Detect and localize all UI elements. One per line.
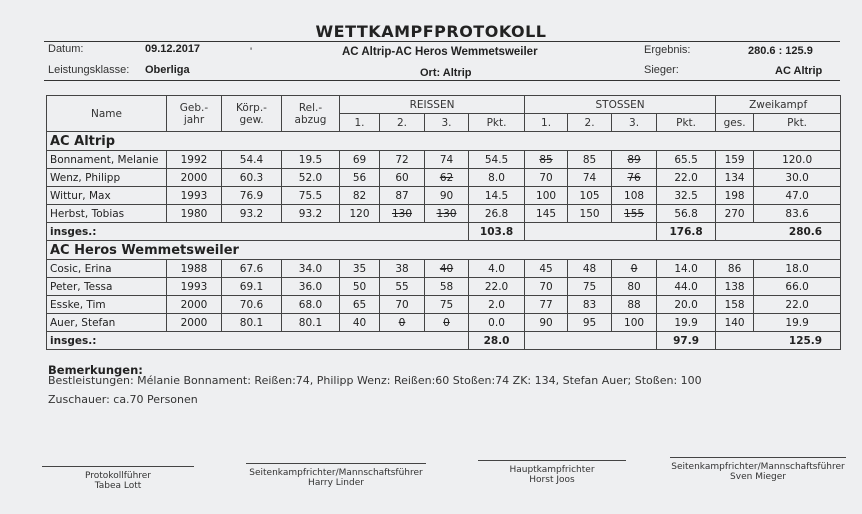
cell-r1: 35 xyxy=(340,260,380,278)
table-row xyxy=(47,296,841,314)
team-total-row xyxy=(47,223,841,241)
cell-r3: 90 xyxy=(425,187,469,205)
cell-r1: 120 xyxy=(340,205,380,223)
athlete-name: Wittur, Max xyxy=(47,187,167,205)
cell-s2: 85 xyxy=(568,151,612,169)
cell-ges: 159 xyxy=(716,151,754,169)
cell-s2: 83 xyxy=(568,296,612,314)
cell-abzug: 93.2 xyxy=(282,205,340,223)
cell-jahr: 1980 xyxy=(167,205,222,223)
cell-r3-failed: 130 xyxy=(425,205,469,223)
ergebnis-label: Ergebnis: xyxy=(644,44,691,56)
klasse-value: Oberliga xyxy=(145,64,190,76)
cell-r3-failed: 40 xyxy=(425,260,469,278)
cell-r2-failed: 0 xyxy=(380,314,425,332)
cell-spkt: 65.5 xyxy=(657,151,716,169)
cell-gew: 67.6 xyxy=(222,260,282,278)
cell-r1: 50 xyxy=(340,278,380,296)
cell-ges: 140 xyxy=(716,314,754,332)
athlete-name: Wenz, Philipp xyxy=(47,169,167,187)
cell-s1: 90 xyxy=(525,314,568,332)
col-s2: 2. xyxy=(568,114,612,132)
cell-ges: 138 xyxy=(716,278,754,296)
match-title: AC Altrip-AC Heros Wemmetsweiler xyxy=(342,46,538,58)
signature-person: Horst Joos xyxy=(529,475,575,485)
sieger-label: Sieger: xyxy=(644,64,679,76)
datum-value: 09.12.2017 xyxy=(145,43,201,55)
col-r1: 1. xyxy=(340,114,380,132)
cell-r2: 70 xyxy=(380,296,425,314)
title-rule xyxy=(44,41,840,42)
cell-r1: 65 xyxy=(340,296,380,314)
col-rpkt: Pkt. xyxy=(469,114,525,132)
cell-s3: 108 xyxy=(612,187,657,205)
remarks-line-2: Zuschauer: ca.70 Personen xyxy=(48,393,198,406)
remarks-line-1: Bestleistungen: Mélanie Bonnament: Reißen:74, Philipp Wenz: Reißen:60 Stoßen:74 ZK: 134, Stefan Auer; Stoßen: 100 xyxy=(48,374,702,387)
cell-r3: 75 xyxy=(425,296,469,314)
cell-gew: 54.4 xyxy=(222,151,282,169)
cell-ges: 198 xyxy=(716,187,754,205)
cell-zkpkt: 120.0 xyxy=(754,151,841,169)
col-ges: ges. xyxy=(716,114,754,132)
cell-zkpkt: 66.0 xyxy=(754,278,841,296)
signature-role: Seitenkampfrichter/Mannschaftsführer xyxy=(671,462,845,472)
cell-r2: 60 xyxy=(380,169,425,187)
cell-s3: 88 xyxy=(612,296,657,314)
cell-r1: 56 xyxy=(340,169,380,187)
signature-person: Sven Mieger xyxy=(730,472,786,482)
athlete-name: Bonnament, Melanie xyxy=(47,151,167,169)
cell-rpkt: 22.0 xyxy=(469,278,525,296)
cell-zkpkt: 19.9 xyxy=(754,314,841,332)
cell-jahr: 1993 xyxy=(167,187,222,205)
cell-abzug: 19.5 xyxy=(282,151,340,169)
cell-r2: 87 xyxy=(380,187,425,205)
cell-s2: 75 xyxy=(568,278,612,296)
cell-spkt: 32.5 xyxy=(657,187,716,205)
cell-spkt: 19.9 xyxy=(657,314,716,332)
cell-s2: 95 xyxy=(568,314,612,332)
cell-zkpkt: 47.0 xyxy=(754,187,841,205)
cell-r1: 82 xyxy=(340,187,380,205)
cell-rpkt: 8.0 xyxy=(469,169,525,187)
reissen-total: 28.0 xyxy=(469,332,525,350)
cell-s3: 80 xyxy=(612,278,657,296)
datum-label: Datum: xyxy=(48,43,84,55)
cell-s2: 105 xyxy=(568,187,612,205)
col-reissen: REISSEN xyxy=(340,96,525,114)
cell-r2-failed: 130 xyxy=(380,205,425,223)
cell-s2: 74 xyxy=(568,169,612,187)
cell-jahr: 1992 xyxy=(167,151,222,169)
stray-mark: ' xyxy=(250,46,253,58)
cell-r2: 55 xyxy=(380,278,425,296)
reissen-total: 103.8 xyxy=(469,223,525,241)
col-s1: 1. xyxy=(525,114,568,132)
stossen-total: 97.9 xyxy=(657,332,716,350)
cell-gew: 93.2 xyxy=(222,205,282,223)
cell-r3-failed: 0 xyxy=(425,314,469,332)
signature-seitenkampfrichter-2 xyxy=(670,457,846,482)
signature-protokollfuehrer xyxy=(42,466,194,491)
sieger-value: AC Altrip xyxy=(775,65,823,77)
cell-zkpkt: 18.0 xyxy=(754,260,841,278)
cell-s2: 150 xyxy=(568,205,612,223)
signature-seitenkampfrichter-1 xyxy=(246,463,426,488)
cell-ges: 86 xyxy=(716,260,754,278)
cell-jahr: 1993 xyxy=(167,278,222,296)
klasse-label: Leistungsklasse: xyxy=(48,64,130,76)
cell-r3: 58 xyxy=(425,278,469,296)
athlete-name: Peter, Tessa xyxy=(47,278,167,296)
table-row xyxy=(47,260,841,278)
results-table xyxy=(46,95,841,350)
cell-ges: 158 xyxy=(716,296,754,314)
athlete-name: Auer, Stefan xyxy=(47,314,167,332)
col-zkpkt: Pkt. xyxy=(754,114,841,132)
athlete-name: Cosic, Erina xyxy=(47,260,167,278)
remarks-heading: Bemerkungen: xyxy=(48,363,143,377)
cell-spkt: 14.0 xyxy=(657,260,716,278)
cell-ges: 134 xyxy=(716,169,754,187)
ort-value: Ort: Altrip xyxy=(420,67,472,79)
ergebnis-value: 280.6 : 125.9 xyxy=(748,45,813,57)
cell-abzug: 68.0 xyxy=(282,296,340,314)
cell-spkt: 20.0 xyxy=(657,296,716,314)
cell-r3: 74 xyxy=(425,151,469,169)
cell-s3: 100 xyxy=(612,314,657,332)
cell-rpkt: 4.0 xyxy=(469,260,525,278)
cell-s1: 70 xyxy=(525,169,568,187)
cell-jahr: 2000 xyxy=(167,296,222,314)
cell-spkt: 56.8 xyxy=(657,205,716,223)
signature-role: Protokollführer xyxy=(84,471,152,481)
cell-ges: 270 xyxy=(716,205,754,223)
table-row xyxy=(47,278,841,296)
signature-person: Harry Linder xyxy=(308,478,364,488)
signature-role: Seitenkampfrichter/Mannschaftsführer xyxy=(249,468,423,478)
cell-r1: 40 xyxy=(340,314,380,332)
cell-s1: 100 xyxy=(525,187,568,205)
cell-abzug: 34.0 xyxy=(282,260,340,278)
cell-s1: 70 xyxy=(525,278,568,296)
cell-s1: 145 xyxy=(525,205,568,223)
signature-person: Tabea Lott xyxy=(94,481,142,491)
team-name: AC Altrip xyxy=(47,132,841,151)
cell-abzug: 52.0 xyxy=(282,169,340,187)
cell-gew: 80.1 xyxy=(222,314,282,332)
cell-abzug: 75.5 xyxy=(282,187,340,205)
zk-total: 280.6 xyxy=(716,223,841,241)
col-name: Name xyxy=(47,96,167,132)
col-stossen: STOSSEN xyxy=(525,96,716,114)
header-rule xyxy=(44,80,840,81)
team-name: AC Heros Wemmetsweiler xyxy=(47,241,841,260)
cell-r2: 38 xyxy=(380,260,425,278)
insges-label: insges.: xyxy=(47,223,469,241)
col-geb: Geb.- jahr xyxy=(167,96,222,132)
table-row xyxy=(47,314,841,332)
cell-s3-failed: 89 xyxy=(612,151,657,169)
cell-zkpkt: 22.0 xyxy=(754,296,841,314)
cell-s1-failed: 85 xyxy=(525,151,568,169)
cell-rpkt: 0.0 xyxy=(469,314,525,332)
insges-label: insges.: xyxy=(47,332,469,350)
zk-total: 125.9 xyxy=(716,332,841,350)
table-row xyxy=(47,169,841,187)
cell-gew: 60.3 xyxy=(222,169,282,187)
signature-hauptkampfrichter xyxy=(478,460,626,485)
cell-jahr: 2000 xyxy=(167,169,222,187)
col-zweikampf: Zweikampf xyxy=(716,96,841,114)
stossen-total: 176.8 xyxy=(657,223,716,241)
cell-r1: 69 xyxy=(340,151,380,169)
cell-zkpkt: 30.0 xyxy=(754,169,841,187)
table-row xyxy=(47,151,841,169)
cell-zkpkt: 83.6 xyxy=(754,205,841,223)
cell-r3-failed: 62 xyxy=(425,169,469,187)
cell-s1: 45 xyxy=(525,260,568,278)
col-koerp: Körp.- gew. xyxy=(222,96,282,132)
col-r3: 3. xyxy=(425,114,469,132)
team-total-row xyxy=(47,332,841,350)
cell-spkt: 22.0 xyxy=(657,169,716,187)
table-row xyxy=(47,187,841,205)
signature-role: Hauptkampfrichter xyxy=(509,465,595,475)
page-title: WETTKAMPFPROTOKOLL xyxy=(315,22,547,41)
table-row xyxy=(47,205,841,223)
cell-rpkt: 2.0 xyxy=(469,296,525,314)
cell-abzug: 80.1 xyxy=(282,314,340,332)
cell-s3-failed: 0 xyxy=(612,260,657,278)
cell-gew: 69.1 xyxy=(222,278,282,296)
cell-rpkt: 14.5 xyxy=(469,187,525,205)
cell-r2: 72 xyxy=(380,151,425,169)
cell-jahr: 2000 xyxy=(167,314,222,332)
cell-s3-failed: 76 xyxy=(612,169,657,187)
cell-spkt: 44.0 xyxy=(657,278,716,296)
athlete-name: Esske, Tim xyxy=(47,296,167,314)
cell-gew: 70.6 xyxy=(222,296,282,314)
athlete-name: Herbst, Tobias xyxy=(47,205,167,223)
cell-rpkt: 54.5 xyxy=(469,151,525,169)
cell-s1: 77 xyxy=(525,296,568,314)
col-rel: Rel.- abzug xyxy=(282,96,340,132)
cell-jahr: 1988 xyxy=(167,260,222,278)
col-s3: 3. xyxy=(612,114,657,132)
col-spkt: Pkt. xyxy=(657,114,716,132)
cell-s3-failed: 155 xyxy=(612,205,657,223)
col-r2: 2. xyxy=(380,114,425,132)
cell-gew: 76.9 xyxy=(222,187,282,205)
cell-abzug: 36.0 xyxy=(282,278,340,296)
cell-s2: 48 xyxy=(568,260,612,278)
cell-rpkt: 26.8 xyxy=(469,205,525,223)
